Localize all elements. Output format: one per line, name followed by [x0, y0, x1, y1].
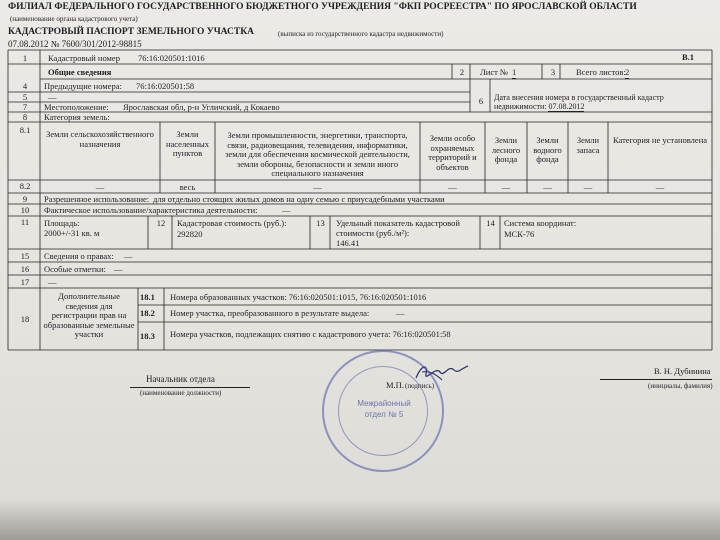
- row-num-5: 5: [22, 92, 28, 102]
- cadastral-number-value: 76:16:020501:1016: [138, 53, 205, 63]
- doc-title: КАДАСТРОВЫЙ ПАСПОРТ ЗЕМЕЛЬНОГО УЧАСТКА: [8, 27, 254, 37]
- cat-col-water: Земли водного фонда: [533, 135, 562, 164]
- row-num-13: 13: [316, 218, 325, 228]
- photo-shadow: [0, 500, 720, 540]
- removed-plots-text: Номера участков, подлежащих снятию с кадастрового учета: 76:16:020501:58: [170, 329, 451, 339]
- formed-plots-text: Номера образованных участков: 76:16:020501:1015, 76:16:020501:1016: [170, 292, 427, 302]
- stamp-line-2: отдел № 5: [364, 410, 404, 419]
- cat-col-not-set: Категория не установлена: [612, 135, 708, 145]
- coords-value: МСК-76: [504, 229, 535, 239]
- row-num-14: 14: [486, 218, 495, 228]
- sheet-value: 1: [512, 67, 517, 77]
- doc-date-number: 07.08.2012 № 7600/301/2012-98815: [8, 39, 142, 49]
- cat-col-industry: Земли промышленности, энергетики, транспорта, связи, радиовещания, телевидения, информатики, земли для обеспечения космической деятельности, земли обороны, безопасности и земли иного специального назначения: [225, 130, 410, 178]
- row-num-3: 3: [550, 67, 556, 77]
- row-5-value: —: [48, 92, 57, 102]
- row-num-10: 10: [20, 205, 30, 215]
- row-num-18-2: 18.2: [140, 308, 155, 318]
- location-label: Местоположение:: [44, 102, 109, 112]
- row-17-value: —: [48, 277, 57, 287]
- row-num-17: 17: [20, 277, 30, 287]
- transformed-plot-text: Номер участка, преобразованного в результате выдела:: [170, 308, 370, 318]
- cat-value-reserve: —: [583, 182, 593, 192]
- row-num-8-2: 8.2: [19, 181, 31, 191]
- row-num-8-1: 8.1: [19, 125, 31, 135]
- sheets-total-value: 2: [625, 67, 630, 77]
- mp-label: М.П.: [386, 380, 404, 390]
- row-num-1: 1: [22, 53, 28, 63]
- row-num-16: 16: [20, 264, 30, 274]
- official-stamp: [322, 350, 444, 472]
- row-num-9: 9: [22, 194, 28, 204]
- row-num-11: 11: [20, 217, 30, 227]
- row-num-8: 8: [22, 112, 28, 122]
- entry-date-value: 07.08.2012: [548, 101, 585, 111]
- permitted-use-value: для отдельно стоящих жилых домов на одну семью с приусадебными участками: [153, 194, 445, 204]
- cat-value-water: —: [543, 182, 552, 192]
- position-caption: (наименование должности): [140, 389, 222, 397]
- cat-value-agricultural: —: [95, 182, 105, 192]
- rights-label: Сведения о правах:: [44, 251, 114, 261]
- cat-col-agricultural: Земли сельскохозяйственного назначения: [46, 129, 154, 149]
- cat-value-forest: —: [501, 182, 511, 192]
- row-num-2: 2: [459, 67, 465, 77]
- notes-label: Особые отметки:: [44, 264, 106, 274]
- category-label: Категория земель:: [44, 112, 110, 122]
- permitted-use-label: Разрешенное использование:: [44, 194, 150, 204]
- doc-subtitle: (выписка из государственного кадастра недвижимости): [278, 30, 444, 38]
- coords-label: Система координат:: [504, 218, 577, 228]
- cost-value: 292820: [177, 229, 203, 239]
- prev-numbers-value: 76:16:020501:58: [136, 81, 195, 91]
- cat-value-protected: —: [448, 182, 457, 192]
- actual-use-label: Фактическое использование/характеристика деятельности:: [44, 205, 258, 215]
- transformed-plot-value: —: [396, 308, 405, 318]
- location-value: Ярославская обл, р-н Угличский, д Кокаево: [123, 102, 280, 112]
- position-line: [130, 387, 250, 388]
- row-num-18: 18: [20, 314, 30, 324]
- actual-use-value: —: [282, 205, 291, 215]
- entry-date-label: Дата внесения номера в государственный кадастр недвижимости: 07.08.2012: [494, 93, 664, 111]
- notes-value: —: [114, 264, 123, 274]
- form-code: В.1: [682, 52, 695, 62]
- cat-col-reserve: Земли запаса: [576, 135, 600, 155]
- cadastral-number-label: Кадастровый номер: [48, 53, 120, 63]
- signature-caption: (подпись): [405, 382, 435, 390]
- position-title: Начальник отдела: [146, 374, 215, 384]
- row-num-7: 7: [22, 102, 28, 112]
- row-num-18-1: 18.1: [140, 292, 155, 302]
- prev-numbers-label: Предыдущие номера:: [44, 81, 122, 91]
- sheets-total-label: Всего листов:: [576, 67, 626, 77]
- cat-value-settlements: весь: [179, 182, 196, 192]
- rights-value: —: [124, 251, 133, 261]
- official-name: В. Н. Дубинина: [654, 366, 711, 376]
- cat-value-industry: —: [313, 182, 322, 192]
- specific-value: 146.41: [336, 238, 360, 248]
- area-label: Площадь:: [44, 218, 80, 228]
- cost-label: Кадастровая стоимость (руб.):: [177, 218, 287, 228]
- row-num-15: 15: [20, 251, 30, 261]
- org-line: ФИЛИАЛ ФЕДЕРАЛЬНОГО ГОСУДАРСТВЕННОГО БЮДЖЕТНОГО УЧРЕЖДЕНИЯ "ФКП РОСРЕЕСТРА" ПО ЯРОСЛАВСКОЙ ОБЛАСТИ: [8, 2, 637, 12]
- row-num-6: 6: [478, 96, 484, 106]
- name-caption: (инициалы, фамилия): [648, 382, 713, 390]
- cat-value-not-set: —: [655, 182, 665, 192]
- specific-label: Удельный показатель кадастровой стоимости (руб./м²):: [336, 218, 460, 238]
- cat-col-forest: Земли лесного фонда: [491, 135, 521, 164]
- sheet-label: Лист №: [480, 67, 509, 77]
- name-line: [600, 379, 712, 380]
- org-caption: (наименование органа кадастрового учета): [10, 15, 138, 23]
- cat-col-protected: Земли особо охраняемых территорий и объектов: [428, 133, 477, 172]
- row-num-12: 12: [156, 218, 166, 228]
- general-info-heading: Общие сведения: [48, 67, 112, 77]
- cat-col-settlements: Земли населенных пунктов: [165, 129, 210, 158]
- area-value: 2000+/-31 кв. м: [44, 228, 100, 238]
- row-num-4: 4: [22, 81, 28, 91]
- extra-info-label: Дополнительные сведения для регистрации прав на образованные земельные участки: [43, 291, 135, 339]
- stamp-inner-ring: [338, 366, 428, 456]
- stamp-line-1: Межрайонный: [357, 399, 411, 408]
- row-num-18-3: 18.3: [140, 331, 155, 341]
